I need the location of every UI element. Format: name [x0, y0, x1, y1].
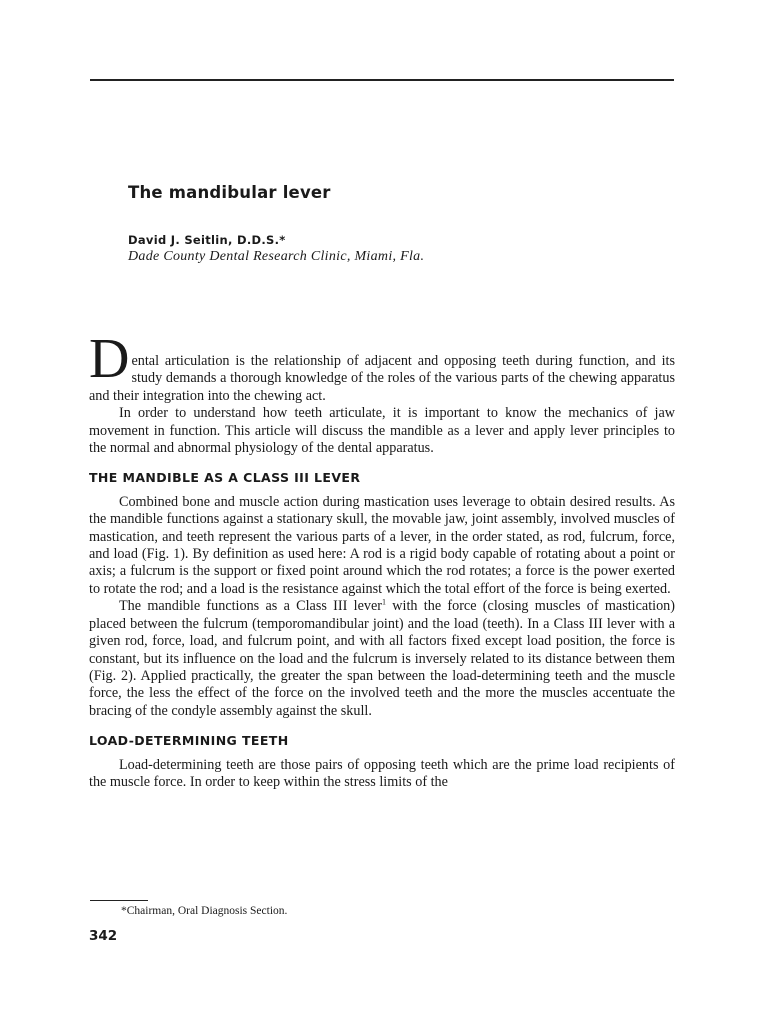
- article-title: The mandibular lever: [128, 183, 331, 202]
- section1-paragraph-2-rest: with the force (closing muscles of mastication) placed between the fulcrum (temporomandibular joint) and the load (teeth). In a Class III lever with a given rod, force, load, and fulcrum point, and with all factors fixed except load position, the force is constant, but its influence on the load and the fulcrum is inversely related to its distance between them (Fig. 2). Applied practically, the greater the span between the load-determining teeth and the muscle force, the less the effect of the force on the involved teeth and the more the muscles accentuate the bracing of the condyle assembly against the skull.: [89, 598, 675, 719]
- reference-superscript: 1: [382, 597, 386, 607]
- intro-paragraph-2: In order to understand how teeth articulate, it is important to know the mechanics of jaw movement in function. This article will discuss the mandible as a lever and apply lever principles to the normal and abnormal physiology of the dental apparatus.: [89, 405, 675, 457]
- footnote: *Chairman, Oral Diagnosis Section.: [121, 905, 288, 917]
- footnote-rule: [90, 900, 148, 901]
- section1-paragraph-2: [89, 598, 675, 720]
- intro-text-1: ental articulation is the relationship of adjacent and opposing teeth during function, and its study demands a thorough knowledge of the roles of the various parts of the chewing apparatus and their integration into the chewing act.: [89, 353, 675, 404]
- section2-paragraph-1: Load-determining teeth are those pairs of opposing teeth which are the prime load recipients of the muscle force. In order to keep within the stress limits of the: [89, 756, 675, 790]
- section-heading-load-determining-teeth: LOAD-DETERMINING TEETH: [89, 733, 289, 749]
- section1-paragraph-1: Combined bone and muscle action during mastication uses leverage to obtain desired results. As the mandible functions against a stationary skull, the movable jaw, joint assembly, involved muscles of mastication, and teeth represent the various parts of a lever, in the order stated, as rod, fulcrum, force, and load (Fig. 1). By definition as used here: A rod is a rigid body capable of rotating about a point or axis; a fulcrum is the support or fixed point around which the rod rotates; a force is the power exerted to rotate the rod; and a load is the resistance against which the total effort of the force is being exerted.: [89, 493, 675, 597]
- author-name: David J. Seitlin, D.D.S.*: [128, 233, 286, 247]
- drop-cap: D: [89, 328, 130, 390]
- article-body: [89, 328, 675, 791]
- section1-paragraph-2-start: The mandible functions as a Class III lever: [119, 598, 382, 615]
- author-affiliation: Dade County Dental Research Clinic, Miami, Fla.: [128, 249, 425, 264]
- section-heading-class-iii-lever: THE MANDIBLE AS A CLASS III LEVER: [89, 470, 361, 486]
- page-number: 342: [89, 928, 118, 944]
- top-rule: [90, 79, 674, 81]
- intro-paragraph-1: [89, 328, 675, 405]
